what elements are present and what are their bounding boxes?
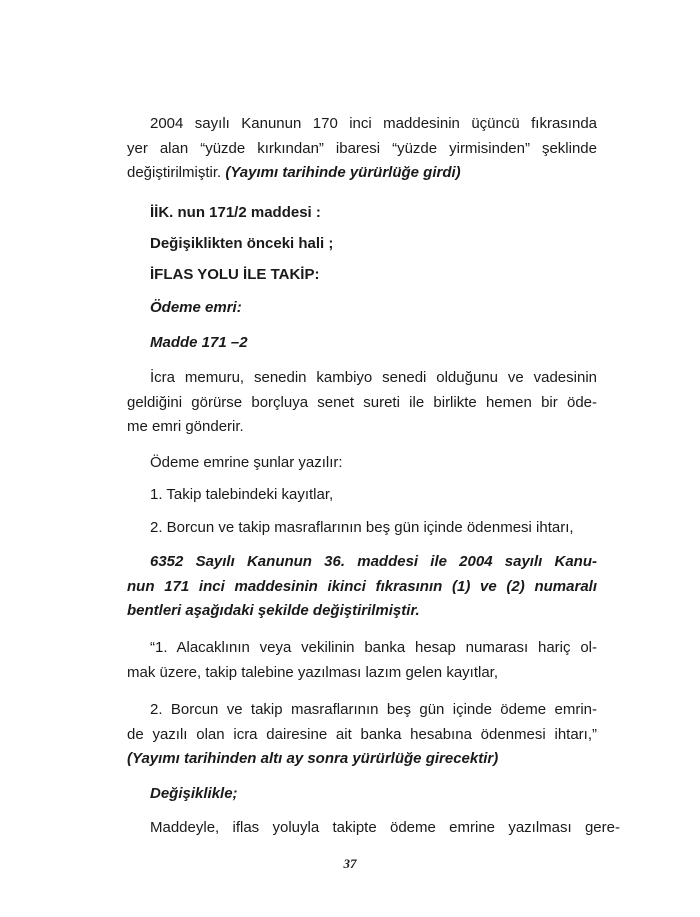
text-line: nun 171 inci maddesinin ikinci fıkrasının (1) ve (2) numaralı xyxy=(127,577,597,595)
list-item-1: 1. Takip talebindeki kayıtlar, xyxy=(150,486,334,503)
text-line: 2004 sayılı Kanunun 170 inci maddesinin üçüncü fıkrasında xyxy=(150,115,597,132)
list-item-2: 2. Borcun ve takip masraflarının beş gün içinde ödenmesi ihtarı, xyxy=(150,519,574,536)
effective-note: (Yayımı tarihinde yürürlüğe girdi) xyxy=(225,164,461,181)
heading-iik-171-2: İİK. nun 171/2 maddesi : xyxy=(150,204,321,221)
heading-madde-171-2: Madde 171 –2 xyxy=(150,334,248,351)
text-line: yer alan “yüzde kırkından” ibaresi “yüzde yirmisinden” şeklinde xyxy=(127,139,597,157)
heading-previous-version: Değişiklikten önceki hali ; xyxy=(150,235,334,252)
heading-degisiklikle: Değişiklikle; xyxy=(150,785,238,802)
paragraph-icra-memuru xyxy=(127,366,597,440)
text-line: de yazılı olan icra dairesine ait banka hesabına ödenmesi ihtarı,” xyxy=(127,725,597,743)
text-line: geldiğini görürse borçluya senet sureti ile birlikte hemen bir öde- xyxy=(127,393,597,411)
text-span: değiştirilmiştir. xyxy=(127,164,222,181)
text-line: 2. Borcun ve takip masraflarının beş gün içinde ödeme emrin- xyxy=(150,701,597,718)
text-line: mak üzere, takip talebine yazılması lazım gelen kayıtlar, xyxy=(127,663,499,681)
effective-note: (Yayımı tarihinden altı ay sonra yürürlüğe girecektir) xyxy=(127,750,499,767)
heading-iflas-yolu: İFLAS YOLU İLE TAKİP: xyxy=(150,266,320,283)
paragraph-6352-amendment xyxy=(127,550,597,624)
paragraph-new-item-2 xyxy=(127,698,597,772)
text-line: Maddeyle, iflas yoluyla takipte ödeme emrine yazılması gere- xyxy=(150,819,620,836)
page-number: 37 xyxy=(343,856,357,871)
heading-odeme-emri: Ödeme emri: xyxy=(150,299,242,316)
paragraph-odeme-emrine: Ödeme emrine şunlar yazılır: xyxy=(150,454,343,471)
text-line: me emri gönderir. xyxy=(127,418,244,435)
text-line: 6352 Sayılı Kanunun 36. maddesi ile 2004 sayılı Kanu- xyxy=(150,553,597,570)
text-line: İcra memuru, senedin kambiyo senedi olduğunu ve vadesinin xyxy=(150,369,597,386)
text-line: “1. Alacaklının veya vekilinin banka hesap numarası hariç ol- xyxy=(150,639,597,656)
text-line xyxy=(127,161,597,186)
paragraph-maddeyle xyxy=(127,816,620,841)
paragraph-new-item-1 xyxy=(127,636,597,685)
paragraph-amendment-170 xyxy=(127,112,597,186)
text-line: bentleri aşağıdaki şekilde değiştirilmiştir. xyxy=(127,602,420,619)
